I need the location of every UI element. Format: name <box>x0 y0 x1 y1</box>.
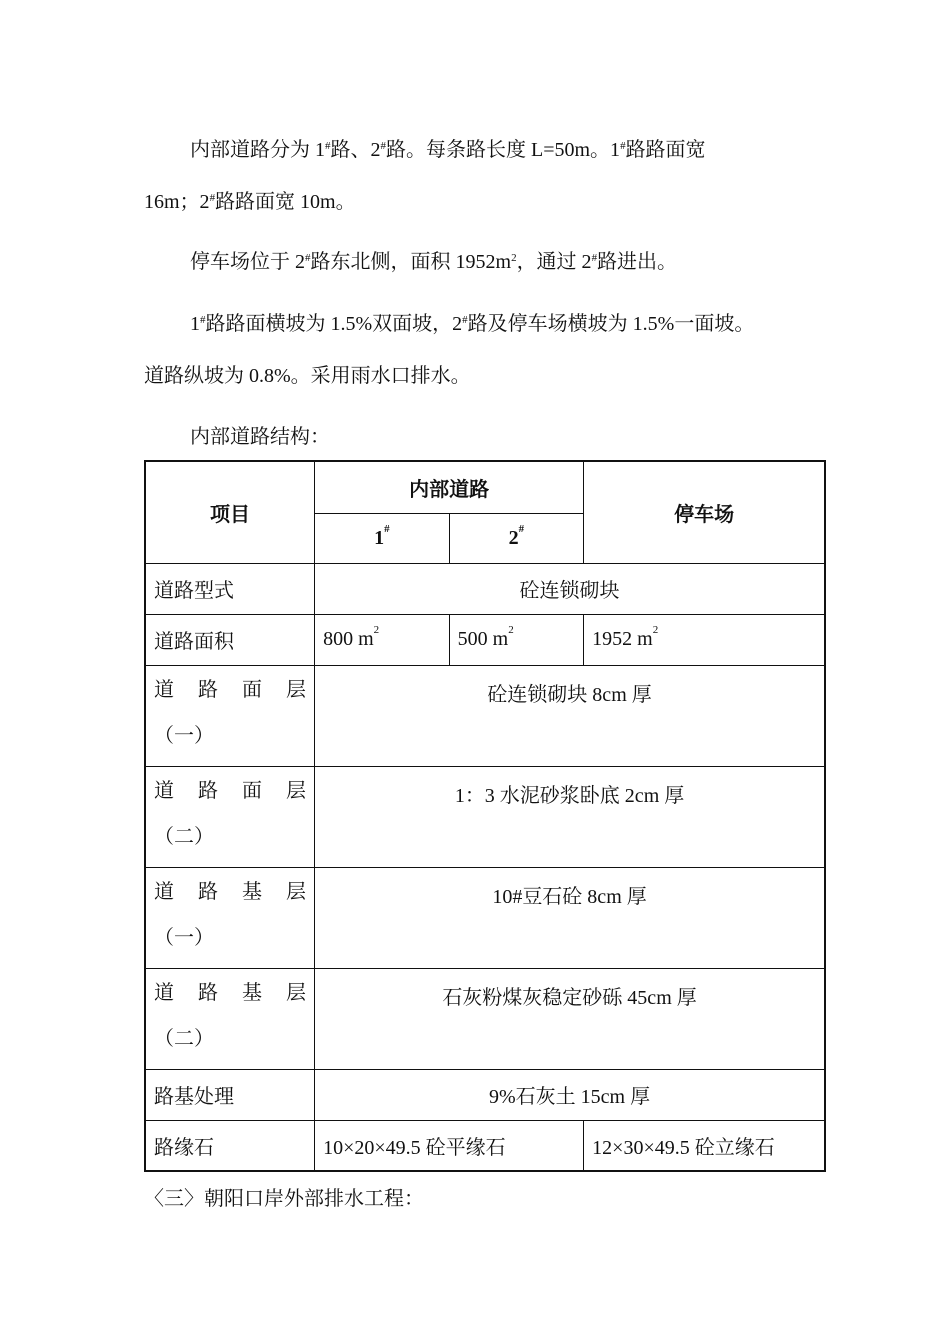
row-label: 路缘石 <box>145 1120 315 1171</box>
text: 路。每条路长度 L=50m。1 <box>386 139 621 161</box>
paragraph-slope <box>144 298 824 402</box>
superscript: # <box>620 140 626 152</box>
table-row <box>145 1069 825 1120</box>
text: 路 <box>198 678 219 701</box>
row-value: 砼连锁砌块 8cm 厚 <box>315 665 825 766</box>
row-label <box>145 867 315 968</box>
text: 内部道路结构： <box>190 426 330 448</box>
text: 层 <box>286 981 307 1004</box>
road-structure-table <box>144 460 826 1172</box>
text: 基 <box>242 880 263 903</box>
text: 道 <box>154 981 174 1004</box>
text: 16m；2 <box>144 191 210 213</box>
paragraph-parking <box>144 236 824 288</box>
text: 层 <box>286 779 307 802</box>
text: 路及停车场横坡为 1.5%一面坡。 <box>467 313 755 335</box>
header-item: 项目 <box>145 461 315 563</box>
table-row <box>145 563 825 614</box>
superscript: # <box>200 314 206 326</box>
superscript: 2 <box>373 624 380 636</box>
text: ，通过 2 <box>516 251 592 273</box>
text: 1 <box>190 313 200 335</box>
text: 路路面宽 10m。 <box>215 191 356 213</box>
table-header-row <box>145 461 825 513</box>
superscript: # <box>462 314 468 326</box>
text: （一） <box>154 724 214 747</box>
area-road-1 <box>315 614 450 665</box>
text: 路 <box>198 880 219 903</box>
superscript: # <box>305 252 311 264</box>
text: 800 m <box>323 628 374 650</box>
table-row <box>145 665 825 766</box>
text: 1952 m <box>592 628 653 650</box>
text: 路东北侧，面积 1952m <box>310 251 512 273</box>
superscript: # <box>380 140 386 152</box>
text: 500 m <box>457 628 509 650</box>
table-row <box>145 1120 825 1171</box>
superscript: 2 <box>511 252 517 264</box>
row-value: 10#豆石砼 8cm 厚 <box>315 867 825 968</box>
row-value: 石灰粉煤灰稳定砂砾 45cm 厚 <box>315 968 825 1069</box>
text: （二） <box>154 1027 214 1050</box>
row-label: 路基处理 <box>145 1069 315 1120</box>
text: 2 <box>508 526 519 549</box>
superscript: 2 <box>652 624 659 636</box>
text: 道 <box>154 880 174 903</box>
header-internal-road: 内部道路 <box>315 461 584 513</box>
subheader-road-1 <box>315 513 450 563</box>
text: 道路纵坡为 0.8%。采用雨水口排水。 <box>144 365 471 387</box>
row-label <box>145 766 315 867</box>
header-parking: 停车场 <box>584 461 825 563</box>
text: 面 <box>242 678 263 701</box>
table-row <box>145 968 825 1069</box>
row-label <box>145 665 315 766</box>
text: 内部道路分为 1 <box>190 139 325 161</box>
text: 层 <box>286 880 307 903</box>
text: 层 <box>286 678 307 701</box>
text: 路进出。 <box>597 251 678 273</box>
row-value: 1：3 水泥砂浆卧底 2cm 厚 <box>315 766 825 867</box>
text: 道 <box>154 678 174 701</box>
area-road-2 <box>449 614 584 665</box>
text: 基 <box>242 981 263 1004</box>
paragraph-road-division <box>144 124 824 228</box>
text: 1 <box>374 526 385 549</box>
curb-parking-value: 12×30×49.5 砼立缘石 <box>584 1120 825 1171</box>
text: 道 <box>154 779 174 802</box>
superscript: 2 <box>508 624 514 636</box>
section-heading-external-drainage: 〈三〉朝阳口岸外部排水工程： <box>144 1188 424 1210</box>
row-label: 道路面积 <box>145 614 315 665</box>
table-row <box>145 867 825 968</box>
curb-road-value: 10×20×49.5 砼平缘石 <box>315 1120 584 1171</box>
superscript: # <box>209 192 216 204</box>
table-row <box>145 614 825 665</box>
text: 路路面横坡为 1.5%双面坡，2 <box>205 313 463 335</box>
paragraph-structure-heading <box>144 411 824 463</box>
text: （一） <box>154 926 214 949</box>
superscript: # <box>325 140 331 152</box>
text: 停车场位于 2 <box>190 251 305 273</box>
row-label: 道路型式 <box>145 563 315 614</box>
text: 面 <box>242 779 263 802</box>
area-parking <box>584 614 825 665</box>
subheader-road-2 <box>449 513 584 563</box>
text: 路 <box>198 981 219 1004</box>
text: 路 <box>198 779 219 802</box>
text: （二） <box>154 825 214 848</box>
superscript: # <box>518 522 525 535</box>
row-value: 砼连锁砌块 <box>315 563 825 614</box>
superscript: # <box>384 522 390 535</box>
row-label <box>145 968 315 1069</box>
table-row <box>145 766 825 867</box>
superscript: # <box>591 252 598 264</box>
text: 路、2 <box>330 139 381 161</box>
text: 路路面宽 <box>625 139 706 161</box>
row-value: 9%石灰土 15cm 厚 <box>315 1069 825 1120</box>
